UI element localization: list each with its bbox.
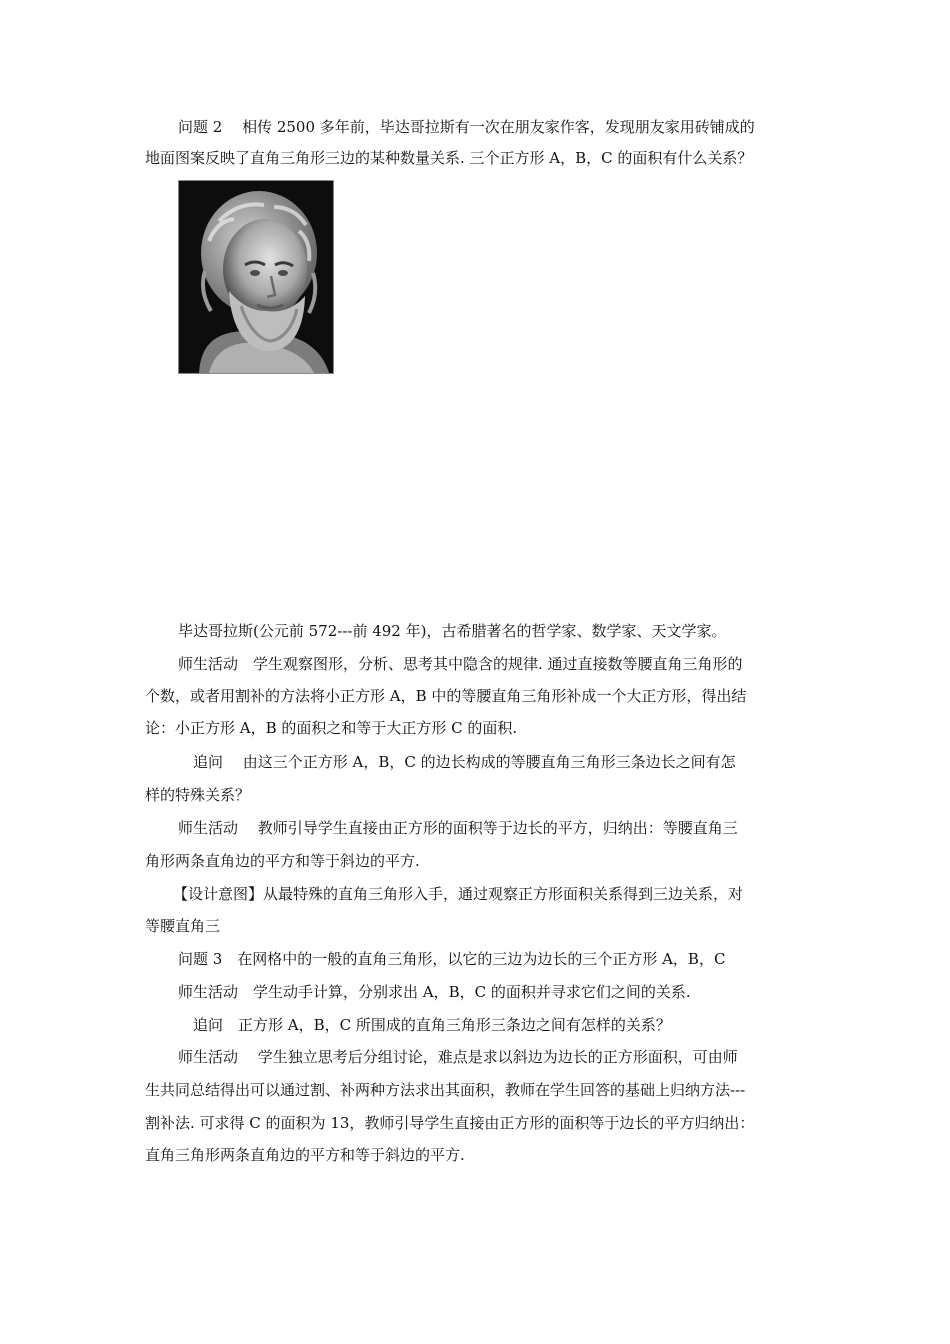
activity-1-line-3: 论：小正方形 A，B 的面积之和等于大正方形 C 的面积. (145, 719, 518, 737)
activity-3-line-1: 师生活动 学生动手计算，分别求出 A，B，C 的面积并寻求它们之间的关系. (178, 983, 691, 1001)
follow-up-2-line-1: 追问 正方形 A，B，C 所围成的直角三角形三条边之间有怎样的关系？ (193, 1016, 671, 1034)
activity-4-line-4: 直角三角形两条直角边的平方和等于斜边的平方. (145, 1146, 465, 1164)
design-intent-line-2: 等腰直角三 (145, 917, 221, 935)
problem-3-line-1: 问题 3 在网格中的一般的直角三角形，以它的三边为边长的三个正方形 A，B，C (178, 950, 726, 968)
activity-4-line-2: 生共同总结得出可以通过割、补两种方法求出其面积，教师在学生回答的基础上归纳方法--- (145, 1081, 746, 1099)
activity-2-line-2: 角形两条直角边的平方和等于斜边的平方. (145, 852, 420, 870)
follow-up-1-line-1: 追问 由这三个正方形 A，B，C 的边长构成的等腰直角三角形三条边长之间有怎 (193, 753, 736, 771)
problem-2-line-1: 问题 2 相传 2500 多年前，毕达哥拉斯有一次在朋友家作客，发现朋友家用砖铺成的 (178, 118, 755, 136)
design-intent-line-1: 【设计意图】从最特殊的直角三角形入手，通过观察正方形面积关系得到三边关系，对 (173, 885, 744, 903)
activity-4-line-3: 割补法. 可求得 C 的面积为 13，教师引导学生直接由正方形的面积等于边长的平方归纳出： (145, 1114, 755, 1132)
follow-up-1-line-2: 样的特殊关系？ (145, 786, 251, 804)
activity-1-line-1: 师生活动 学生观察图形，分析、思考其中隐含的规律. 通过直接数等腰直角三角形的 (178, 655, 743, 673)
problem-2-line-2: 地面图案反映了直角三角形三边的某种数量关系. 三个正方形 A，B，C 的面积有什么关系？ (145, 149, 753, 167)
pythagoras-bust-image (178, 180, 334, 374)
pythagoras-caption: 毕达哥拉斯(公元前 572---前 492 年)，古希腊著名的哲学家、数学家、天文学家。 (178, 622, 727, 640)
activity-1-line-2: 个数，或者用割补的方法将小正方形 A，B 中的等腰直角三角形补成一个大正方形，得出结 (145, 687, 747, 705)
activity-4-line-1: 师生活动 学生独立思考后分组讨论，难点是求以斜边为边长的正方形面积，可由师 (178, 1048, 738, 1066)
activity-2-line-1: 师生活动 教师引导学生直接由正方形的面积等于边长的平方，归纳出：等腰直角三 (178, 819, 738, 837)
